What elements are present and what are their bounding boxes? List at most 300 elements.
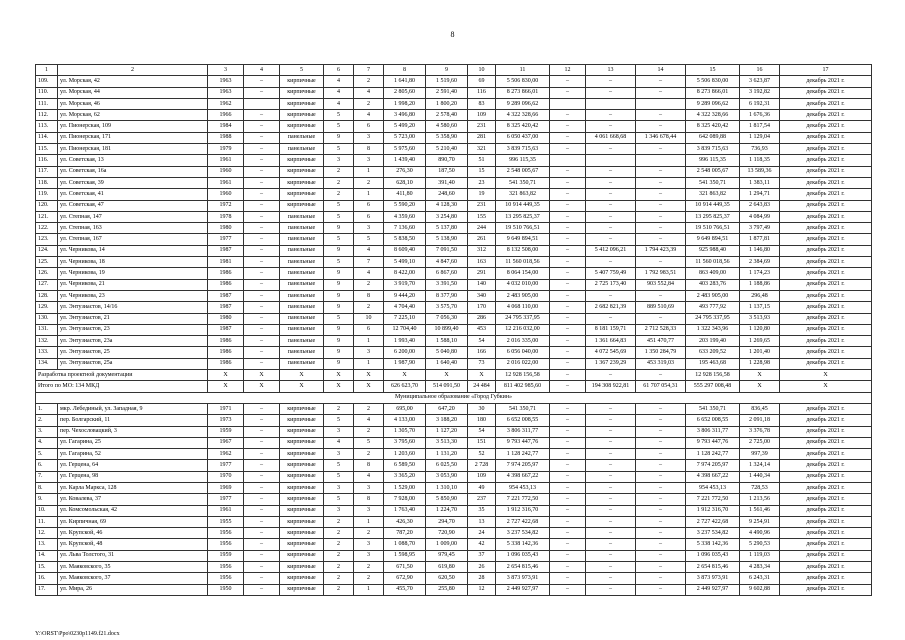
table-cell: 1 088,70 [384,539,426,550]
table-cell: 129. [36,302,58,313]
table-cell: ул. Степная, 167 [58,234,208,245]
table-cell: 26 [468,562,496,573]
table-cell: 124. [36,245,58,256]
table-cell: кирпичные [280,76,324,87]
table-cell: – [244,279,280,290]
table-cell: 7 [354,65,384,76]
table-cell: – [550,471,586,482]
table-cell: 1 439,40 [384,155,426,166]
table-cell: 7. [36,471,58,482]
table-cell: 2 [354,76,384,87]
table-cell: 9 [324,290,354,301]
table-cell: – [636,460,686,471]
table-cell: 1963 [208,76,244,87]
table-cell: 2 016 335,00 [496,336,550,347]
table-cell: 6. [36,460,58,471]
table-cell: 5 358,90 [426,132,468,143]
table-cell: ул. Советская, 39 [58,177,208,188]
table-cell: 12 928 156,58 [496,370,550,381]
table-row [36,437,872,448]
table-cell: 3 [354,539,384,550]
table-cell: ул. Черникова, 19 [58,268,208,279]
table-cell: 1 598,95 [384,550,426,561]
table-cell: 2 [354,426,384,437]
table-cell: ул. Морская, 62 [58,110,208,121]
table-cell: – [550,290,586,301]
table-cell: 151 [468,437,496,448]
table-row [36,98,872,109]
table-cell: – [244,516,280,527]
table-cell: 1 350 284,79 [636,347,686,358]
table-row [36,211,872,222]
table-cell: 321 863,82 [496,189,550,200]
table-cell: – [244,494,280,505]
table-cell: – [550,528,586,539]
table-cell: 2 712 528,33 [636,324,686,335]
table-cell: 1971 [208,403,244,414]
table-cell: ул. Советская, 41 [58,189,208,200]
table-cell: 24 795 337,95 [686,313,740,324]
table-cell: 7 221 772,50 [496,494,550,505]
table-cell: панельные [280,211,324,222]
table-row [36,234,872,245]
table-cell: панельные [280,144,324,155]
table-cell: 426,30 [384,516,426,527]
table-cell: 3 806 311,77 [496,426,550,437]
table-cell: 2 548 005,67 [686,166,740,177]
table-cell: 979,45 [426,550,468,561]
table-cell: ул. Степная, 163 [58,223,208,234]
table-cell: – [636,87,686,98]
table-cell: – [244,550,280,561]
table-cell: 276,30 [384,166,426,177]
table-cell: кирпичные [280,437,324,448]
table-cell: 8 273 866,01 [686,87,740,98]
table-cell: 2 [58,65,208,76]
table-cell: 4 [354,415,384,426]
table-cell: 2 728 [468,460,496,471]
table-cell: 3 237 534,82 [686,528,740,539]
table-cell: 1977 [208,494,244,505]
table-cell: – [244,234,280,245]
table-cell: 6 589,50 [384,460,426,471]
table-cell: 73 [468,358,496,369]
table-cell: 3 919,70 [384,279,426,290]
table-cell: 2 725 173,40 [586,279,636,290]
table-cell: – [244,539,280,550]
table-cell: 5 412 096,21 [586,245,636,256]
table-cell: – [550,573,586,584]
table-cell: 2 [354,403,384,414]
table-cell: 35 [468,505,496,516]
table-cell: X [280,381,324,392]
table-cell: 925 988,40 [686,245,740,256]
table-cell: панельные [280,336,324,347]
table-cell: панельные [280,358,324,369]
table-cell: 4 061 668,68 [586,132,636,143]
table-cell: 787,20 [384,528,426,539]
table-cell: декабрь 2021 г. [780,257,872,268]
table-cell: 3 795,60 [384,437,426,448]
table-cell: 954 453,13 [686,482,740,493]
table-cell: 5 [324,234,354,245]
table-cell: 1960 [208,166,244,177]
table-cell: 3 797,49 [740,223,780,234]
table-cell: декабрь 2021 г. [780,415,872,426]
table-row [36,144,872,155]
table-cell: кирпичные [280,110,324,121]
table-cell: панельные [280,234,324,245]
table-cell: 118. [36,177,58,188]
table-cell: X [468,370,496,381]
table-cell: 2 [324,189,354,200]
table-cell: 2 [324,166,354,177]
table-cell: 1986 [208,347,244,358]
table-cell: ул. Пионерская, 181 [58,144,208,155]
table-cell: 836,45 [740,403,780,414]
table-cell: 13 295 825,37 [686,211,740,222]
table-cell: 14. [36,550,58,561]
table-cell: 6 [354,121,384,132]
table-cell: 9. [36,494,58,505]
table-cell: 8 325 420,42 [496,121,550,132]
table-cell: декабрь 2021 г. [780,155,872,166]
table-cell: 12 928 156,58 [686,370,740,381]
table-cell: 9 [324,223,354,234]
table-cell: 2 548 005,67 [496,166,550,177]
table-cell: 2 [354,302,384,313]
table-cell: 109. [36,76,58,87]
table-cell: декабрь 2021 г. [780,313,872,324]
table-cell: 231 [468,200,496,211]
table-cell: 1 322 343,96 [686,324,740,335]
table-cell: 9 444,20 [384,290,426,301]
table-cell: 1 188,86 [740,279,780,290]
table-cell: 1 127,20 [426,426,468,437]
table-cell: – [586,494,636,505]
table-cell: 1 203,60 [384,449,426,460]
total-row [36,381,872,392]
table-cell: 2 016 022,00 [496,358,550,369]
table-cell: 1 998,20 [384,98,426,109]
table-cell: кирпичные [280,528,324,539]
table-cell: – [244,505,280,516]
table-cell: – [586,528,636,539]
table-cell: – [244,87,280,98]
table-cell: кирпичные [280,189,324,200]
table-cell: 2 [324,562,354,573]
table-cell: – [586,313,636,324]
table-cell: 1986 [208,268,244,279]
table-cell [586,98,636,109]
table-cell: 1 096 035,43 [686,550,740,561]
table-cell: – [636,177,686,188]
table-cell: 1973 [208,415,244,426]
table-cell: декабрь 2021 г. [780,200,872,211]
table-cell: 1 294,71 [740,189,780,200]
table-cell: 5 [324,313,354,324]
table-cell: панельные [280,302,324,313]
table-cell: 2 [354,562,384,573]
table-cell: – [550,584,586,595]
table-cell: – [244,166,280,177]
table-cell: декабрь 2021 г. [780,471,872,482]
table-cell: 4 [324,98,354,109]
table-cell: 2 [324,573,354,584]
table-cell: – [550,516,586,527]
table-cell: 10 899,40 [426,324,468,335]
table-cell: – [636,471,686,482]
table-cell: ул. Герцена, 64 [58,460,208,471]
table-cell: 122. [36,223,58,234]
table-cell: – [244,144,280,155]
table-cell: 5 506 830,00 [686,76,740,87]
table-cell: 6 [354,211,384,222]
table-cell: 52 [468,449,496,460]
table-cell: декабрь 2021 г. [780,87,872,98]
table-cell: 163 [468,257,496,268]
table-row [36,336,872,347]
table-cell: 23 [468,177,496,188]
table-cell: – [244,132,280,143]
table-cell: – [636,144,686,155]
table-cell: 1 792 983,51 [636,268,686,279]
table-row [36,110,872,121]
table-cell: X [354,370,384,381]
table-cell: 281 [468,132,496,143]
table-cell: 1977 [208,460,244,471]
table-cell: Итого по МО: 134 МКД [36,381,208,392]
table-cell: – [244,200,280,211]
table-cell: ул. Советская, 13 [58,155,208,166]
table-row [36,482,872,493]
table-cell: 4 128,30 [426,200,468,211]
table-cell: 728,53 [740,482,780,493]
table-cell: декабрь 2021 г. [780,110,872,121]
table-cell: 8 [354,290,384,301]
table-cell: – [586,121,636,132]
table-cell: – [636,121,686,132]
table-cell: ул. Комсомольская, 42 [58,505,208,516]
table-cell: 5 499,10 [384,257,426,268]
table-cell: 1986 [208,358,244,369]
table-row [36,257,872,268]
table-cell: – [550,223,586,234]
table-cell: 811 402 985,60 [496,381,550,392]
table-cell: 1987 [208,302,244,313]
table-cell: кирпичные [280,573,324,584]
table-cell: 997,39 [740,449,780,460]
table-cell: – [586,234,636,245]
table-cell: 1956 [208,539,244,550]
table-cell: 3 376,78 [740,426,780,437]
table-cell: 5 850,90 [426,494,468,505]
table-cell: – [244,336,280,347]
table-cell: 2 [324,528,354,539]
table-cell: 10 [468,65,496,76]
table-cell: 903 552,84 [636,279,686,290]
table-cell: декабрь 2021 г. [780,426,872,437]
table-cell: 8 132 508,00 [496,245,550,256]
table-cell: 61 707 054,31 [636,381,686,392]
table-cell: 5 [354,437,384,448]
table-cell: кирпичные [280,403,324,414]
table-cell: кирпичные [280,155,324,166]
table-cell: 11 560 018,56 [686,257,740,268]
table-cell: 4. [36,437,58,448]
table-cell: 3 [354,132,384,143]
table-cell: панельные [280,347,324,358]
table-cell: ул. Мира, 26 [58,584,208,595]
table-cell: 6 056 040,00 [496,347,550,358]
table-cell: 633 209,52 [686,347,740,358]
table-cell: – [244,211,280,222]
table-cell: – [586,516,636,527]
table-cell: декабрь 2021 г. [780,449,872,460]
table-cell: 1 129,04 [740,132,780,143]
table-cell: – [244,584,280,595]
table-cell: 1 [354,584,384,595]
table-cell: – [550,562,586,573]
table-cell: 4 [354,245,384,256]
table-cell: – [550,234,586,245]
table-cell: 24 [468,528,496,539]
table-cell: ул. Черникова, 21 [58,279,208,290]
table-cell: 11. [36,516,58,527]
table-cell: – [550,313,586,324]
table-cell: 1 137,15 [740,302,780,313]
table-cell: – [550,132,586,143]
table-cell: 30 [468,403,496,414]
table-cell: 4 580,60 [426,121,468,132]
table-row [36,155,872,166]
table-cell: 231 [468,121,496,132]
table-cell: 9 649 894,51 [496,234,550,245]
table-cell: декабрь 2021 г. [780,550,872,561]
table-cell: – [586,460,636,471]
table-cell: 3 [354,550,384,561]
table-cell: 7 928,00 [384,494,426,505]
table-cell: 3 237 534,82 [496,528,550,539]
table-cell: 1 [354,189,384,200]
table-cell: 15. [36,562,58,573]
table-cell: 671,50 [384,562,426,573]
table-cell: 1 213,56 [740,494,780,505]
table-cell: 244 [468,223,496,234]
table-cell: – [244,121,280,132]
table-cell: 1961 [208,505,244,516]
table-cell: декабрь 2021 г. [780,302,872,313]
table-cell: 155 [468,211,496,222]
table-cell: 14 [636,65,686,76]
table-cell [550,155,586,166]
table-cell: 1 128 242,77 [686,449,740,460]
table-cell: 1980 [208,313,244,324]
table-cell: ул. Пионерская, 109 [58,121,208,132]
table-cell: ул. Черникова, 18 [58,257,208,268]
table-cell: Разработка проектной документации [36,370,208,381]
table-cell: 1962 [208,98,244,109]
table-row [36,539,872,550]
table-cell: 123. [36,234,58,245]
table-cell: декабрь 2021 г. [780,234,872,245]
table-cell: 1978 [208,211,244,222]
table-cell: 541 350,71 [496,177,550,188]
table-cell: 1 201,40 [740,347,780,358]
table-cell: 3 623,87 [740,76,780,87]
table-cell: 3 [354,505,384,516]
table-cell: ул. Маяковского, 35 [58,562,208,573]
table-cell: ул. Кирпичная, 69 [58,516,208,527]
table-cell: 555 297 008,48 [686,381,740,392]
table-cell: 6 867,60 [426,268,468,279]
table-cell: 4 072 545,69 [586,347,636,358]
table-cell: 109 [468,110,496,121]
table-cell: – [244,302,280,313]
table-cell: 69 [468,76,496,87]
table-cell: – [244,313,280,324]
table-cell: 514 091,50 [426,381,468,392]
table-cell: ул. Маяковского, 37 [58,573,208,584]
table-cell: декабрь 2021 г. [780,460,872,471]
table-cell: 1 305,70 [384,426,426,437]
table-cell: кирпичные [280,539,324,550]
table-cell: панельные [280,257,324,268]
table-cell: 9 254,91 [740,516,780,527]
table-row [36,550,872,561]
table-cell: ул. Советская, 47 [58,200,208,211]
table-cell: – [550,460,586,471]
table-cell: 6 [354,324,384,335]
table-cell: 2 [324,584,354,595]
table-cell: 2 591,40 [426,87,468,98]
table-cell: 9 602,88 [740,584,780,595]
table-cell: 2 643,83 [740,200,780,211]
table-cell: 1 912 316,70 [496,505,550,516]
table-cell: – [244,449,280,460]
table-cell: 4 133,00 [384,415,426,426]
table-cell: 117. [36,166,58,177]
table-cell: 19 510 766,51 [686,223,740,234]
table-cell: 2 [324,539,354,550]
table-cell: – [244,426,280,437]
table-cell: 115. [36,144,58,155]
table-cell: 1 763,40 [384,505,426,516]
table-cell: – [244,155,280,166]
section-title-row [36,392,872,403]
table-cell: 6 [324,65,354,76]
table-row [36,505,872,516]
table-cell: – [636,584,686,595]
table-cell: – [550,505,586,516]
table-cell: ул. Морская, 44 [58,87,208,98]
table-cell: – [586,110,636,121]
table-cell: 296,48 [740,290,780,301]
table-cell: 2 [324,516,354,527]
table-cell: 3 [324,449,354,460]
table-cell: ул. Энтузиастов, 21 [58,313,208,324]
table-cell: 54 [468,336,496,347]
table-cell: 111. [36,98,58,109]
table-cell: 863 409,00 [686,268,740,279]
table-cell: 6 243,31 [740,573,780,584]
table-cell: ул. Черникова, 23 [58,290,208,301]
table-cell: 120. [36,200,58,211]
table-cell: 11 [496,65,550,76]
table-cell: 626 623,70 [384,381,426,392]
table-cell: 1 [354,336,384,347]
table-cell: 37 [468,550,496,561]
